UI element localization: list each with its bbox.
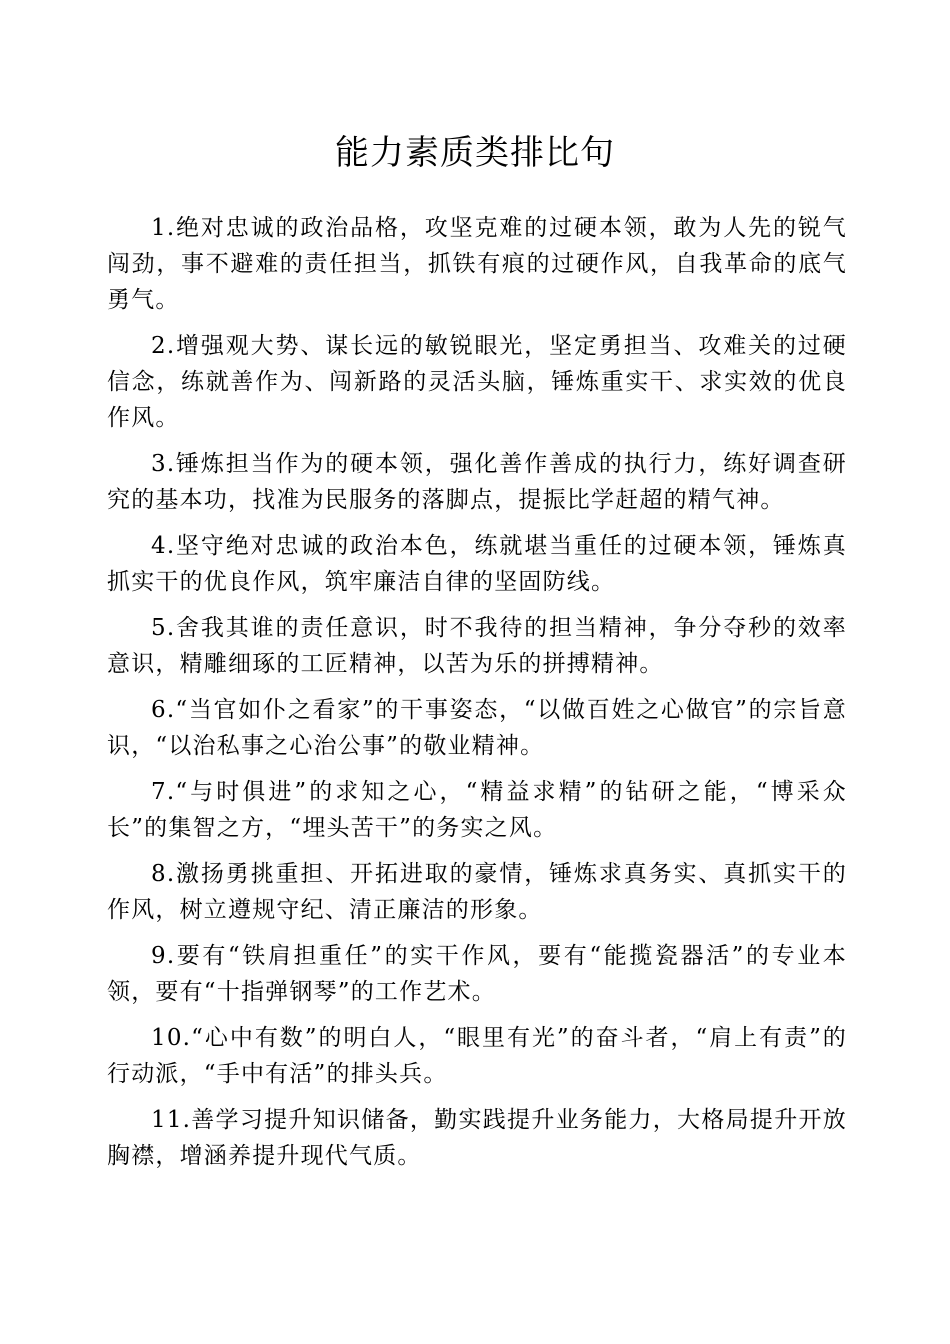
paragraph-2: 2.增强观大势、谋长远的敏锐眼光，坚定勇担当、攻难关的过硬信念，练就善作为、闯新路的灵活头脑，锤炼重实干、求实效的优良作风。 [107,333,847,431]
document-body [107,210,847,1184]
paragraph-4: 4.坚守绝对忠诚的政治本色，练就堪当重任的过硬本领，锤炼真抓实干的优良作风，筑牢廉洁自律的坚固防线。 [107,533,847,595]
paragraph-7: 7.“与时俱进”的求知之心，“精益求精”的钻研之能，“博采众长”的集智之方，“埋头苦干”的务实之风。 [107,779,847,841]
paragraph-6: 6.“当官如仆之看家”的干事姿态，“以做百姓之心做官”的宗旨意识，“以治私事之心治公事”的敬业精神。 [107,697,847,759]
paragraph-10: 10.“心中有数”的明白人，“眼里有光”的奋斗者，“肩上有责”的行动派，“手中有活”的排头兵。 [107,1025,847,1087]
paragraph-5: 5.舍我其谁的责任意识，时不我待的担当精神，争分夺秒的效率意识，精雕细琢的工匠精神，以苦为乐的拼搏精神。 [107,615,847,677]
paragraph-8: 8.激扬勇挑重担、开拓进取的豪情，锤炼求真务实、真抓实干的作风，树立遵规守纪、清正廉洁的形象。 [107,861,847,923]
paragraph-1: 1.绝对忠诚的政治品格，攻坚克难的过硬本领，敢为人先的锐气闯劲，事不避难的责任担当，抓铁有痕的过硬作风，自我革命的底气勇气。 [107,215,847,313]
page-title: 能力素质类排比句 [335,133,615,173]
paragraph-3: 3.锤炼担当作为的硬本领，强化善作善成的执行力，练好调查研究的基本功，找准为民服务的落脚点，提振比学赶超的精气神。 [107,451,847,513]
paragraph-9: 9.要有“铁肩担重任”的实干作风，要有“能揽瓷器活”的专业本领，要有“十指弹钢琴”的工作艺术。 [107,943,847,1005]
paragraph-11: 11.善学习提升知识储备，勤实践提升业务能力，大格局提升开放胸襟，增涵养提升现代气质。 [107,1107,847,1169]
